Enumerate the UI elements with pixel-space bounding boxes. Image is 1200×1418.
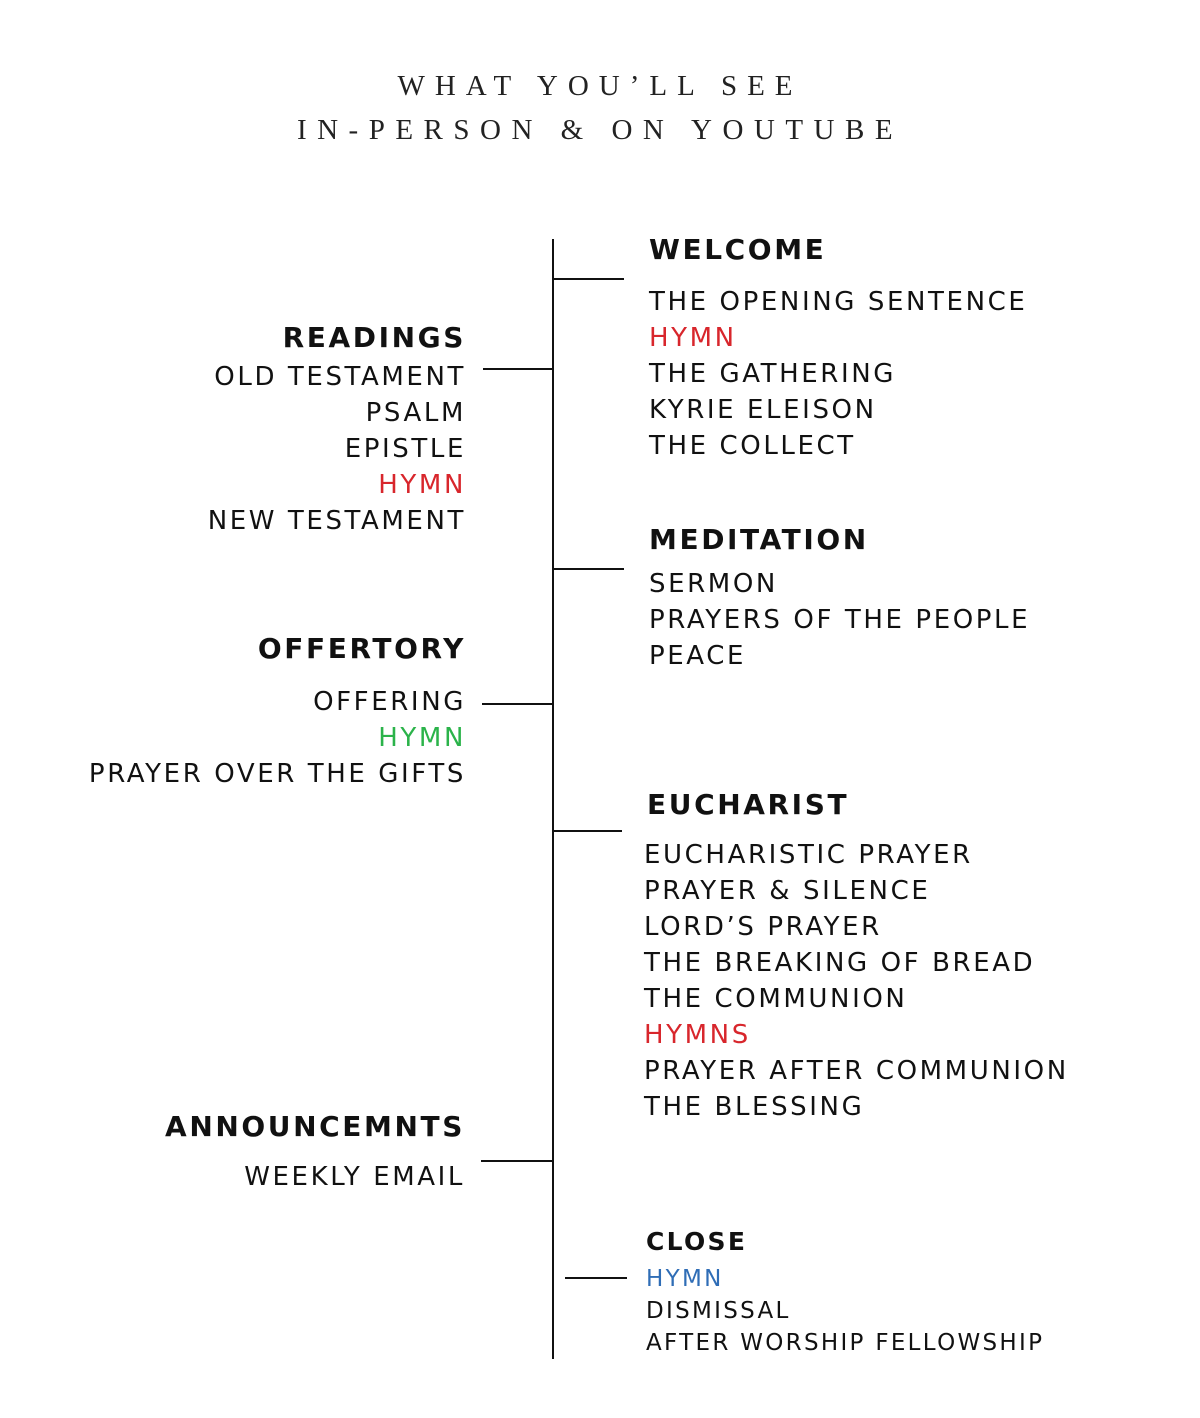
section-items: [89, 684, 466, 792]
list-item: THE BREAKING OF BREAD: [644, 948, 1036, 978]
section-meditation: [649, 523, 1031, 674]
connector-welcome: [554, 278, 624, 280]
connector-readings: [483, 368, 553, 370]
list-item: DISMISSAL: [646, 1298, 791, 1324]
list-item: PSALM: [365, 398, 466, 428]
list-item: HYMN: [649, 323, 737, 353]
section-items: [649, 566, 1030, 674]
list-item: NEW TESTAMENT: [207, 506, 466, 536]
connector-offertory: [482, 703, 553, 705]
section-heading: READINGS: [282, 321, 466, 354]
section-announcements: [165, 1110, 465, 1195]
section-offertory: [88, 632, 466, 792]
connector-eucharist: [554, 830, 622, 832]
section-heading: MEDITATION: [649, 523, 869, 556]
list-item: OFFERING: [313, 687, 466, 717]
list-item: OLD TESTAMENT: [214, 362, 466, 392]
connector-meditation: [554, 568, 624, 570]
section-items: [208, 359, 466, 539]
section-heading: EUCHARIST: [647, 788, 850, 821]
section-readings: [207, 321, 466, 539]
connector-close: [565, 1277, 627, 1279]
section-items: [644, 837, 1069, 1125]
list-item: KYRIE ELEISON: [649, 395, 877, 425]
section-items: [165, 1159, 465, 1195]
list-item: SERMON: [649, 569, 778, 599]
list-item: EUCHARISTIC PRAYER: [644, 840, 973, 870]
list-item: THE OPENING SENTENCE: [649, 287, 1028, 317]
list-item: HYMN: [378, 470, 466, 500]
list-item: THE GATHERING: [649, 359, 897, 389]
list-item: AFTER WORSHIP FELLOWSHIP: [646, 1330, 1045, 1356]
section-welcome: [649, 233, 1028, 464]
list-item: PRAYER AFTER COMMUNION: [644, 1056, 1069, 1086]
list-item: HYMN: [646, 1266, 724, 1292]
list-item: PRAYER & SILENCE: [644, 876, 931, 906]
section-items: [649, 284, 1027, 464]
list-item: PRAYERS OF THE PEOPLE: [649, 605, 1031, 635]
list-item: WEEKLY EMAIL: [244, 1162, 465, 1192]
section-close: [646, 1229, 1044, 1359]
connector-announcements: [481, 1160, 553, 1162]
section-heading: CLOSE: [646, 1227, 748, 1256]
list-item: PRAYER OVER THE GIFTS: [88, 759, 466, 789]
list-item: THE BLESSING: [644, 1092, 865, 1122]
list-item: HYMN: [378, 723, 466, 753]
title-line-2: IN-PERSON & ON YOUTUBE: [296, 114, 904, 146]
section-heading: WELCOME: [649, 233, 827, 266]
list-item: THE COMMUNION: [644, 984, 908, 1014]
section-heading: ANNOUNCEMNTS: [165, 1110, 465, 1143]
list-item: PEACE: [649, 641, 747, 671]
section-items: [646, 1263, 1044, 1359]
title-line-1: WHAT YOU’LL SEE: [397, 70, 803, 102]
list-item: THE COLLECT: [649, 431, 856, 461]
section-eucharist: [644, 788, 1069, 1125]
list-item: EPISTLE: [344, 434, 466, 464]
section-heading: OFFERTORY: [257, 632, 466, 665]
list-item: HYMNS: [644, 1020, 751, 1050]
timeline-spine: [552, 239, 554, 1359]
list-item: LORD’S PRAYER: [644, 912, 882, 942]
